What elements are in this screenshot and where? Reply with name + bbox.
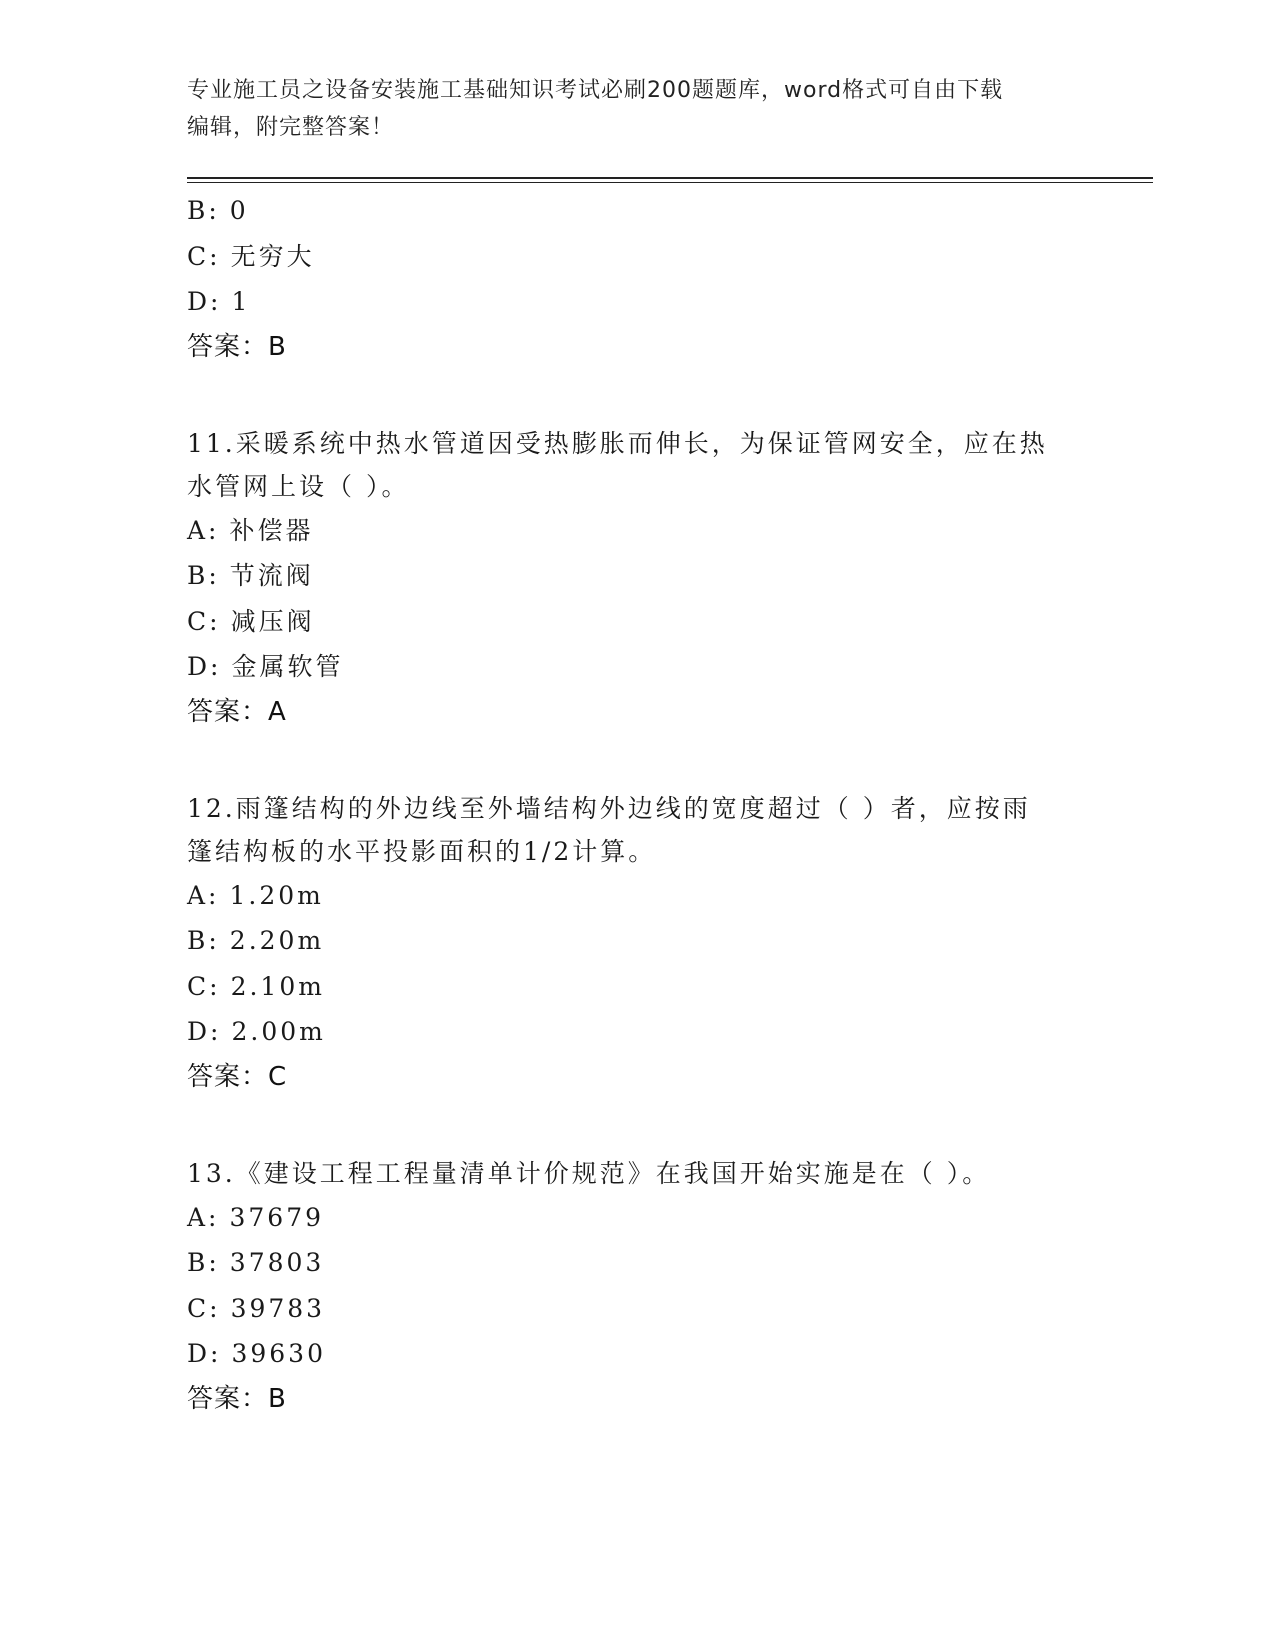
option-key: D: [187,652,222,681]
option-text: 2.10m [230,971,325,1001]
option-text: 1.20m [229,880,324,910]
option-key: A: [187,880,220,910]
option-key: C: [187,241,221,271]
question-10-partial [187,188,1087,370]
question-stem-line-1: 11.采暖系统中热水管道因受热膨胀而伸长，为保证管网安全，应在热 [187,428,1048,458]
question-stem-line-2: 篷结构板的水平投影面积的1/2计算。 [187,836,657,866]
option-text: 0 [229,196,249,225]
option-key: B: [187,561,220,590]
option-key: B: [187,1248,220,1277]
option-text: 无穷大 [230,241,315,271]
option-key: B: [187,926,220,955]
option-text: 节流阀 [229,561,314,590]
option-c [187,234,1087,280]
question-stem [187,787,1087,873]
question-list [187,188,1087,1422]
option-text: 2.20m [229,926,325,955]
document-header [187,72,1087,146]
option-text: 补偿器 [229,515,314,545]
header-rule-thick [187,177,1153,179]
option-key: D: [187,1017,222,1046]
option-text: 2.00m [231,1017,326,1046]
option-b [187,188,1087,234]
option-d [187,1009,1087,1055]
option-d [187,279,1087,325]
answer-line: 答案：B [187,1383,287,1414]
option-text: 1 [231,287,251,316]
header-title-line-1: 专业施工员之设备安装施工基础知识考试必刷200题题库，word格式可自由下载 [187,78,1004,103]
answer-line: 答案：A [187,696,287,727]
option-c [187,1286,1087,1332]
option-text: 37803 [229,1248,325,1277]
option-text: 39630 [231,1339,326,1368]
option-b [187,918,1087,964]
option-key: D: [187,287,222,316]
option-text: 39783 [230,1293,326,1323]
option-key: D: [187,1339,222,1368]
question-stem-line-2: 水管网上设（ ）。 [187,471,410,501]
question-13 [187,1152,1087,1422]
question-12 [187,787,1087,1100]
option-key: A: [187,1202,220,1232]
header-title-line-2: 编辑，附完整答案！ [187,115,395,140]
option-d [187,644,1087,690]
option-key: A: [187,515,220,545]
answer-line: 答案：B [187,331,287,362]
question-stem [187,422,1087,508]
option-c [187,964,1087,1010]
option-d [187,1331,1087,1377]
option-a [187,508,1087,554]
option-text: 金属软管 [231,652,344,681]
option-a [187,1195,1087,1241]
option-key: C: [187,1293,221,1323]
question-stem-line-1: 13.《建设工程工程量清单计价规范》在我国开始实施是在（ ）。 [187,1158,991,1188]
header-rule-thin [187,182,1153,183]
question-stem-line-1: 12.雨篷结构的外边线至外墙结构外边线的宽度超过（ ）者，应按雨 [187,793,1031,823]
option-text: 37679 [229,1202,325,1232]
option-text: 减压阀 [230,606,315,636]
option-key: C: [187,971,221,1001]
option-key: B: [187,196,220,225]
option-a [187,873,1087,919]
option-b [187,553,1087,599]
option-c [187,599,1087,645]
question-stem [187,1152,1087,1195]
question-11 [187,422,1087,735]
option-key: C: [187,606,221,636]
option-b [187,1240,1087,1286]
answer-line: 答案：C [187,1061,288,1092]
